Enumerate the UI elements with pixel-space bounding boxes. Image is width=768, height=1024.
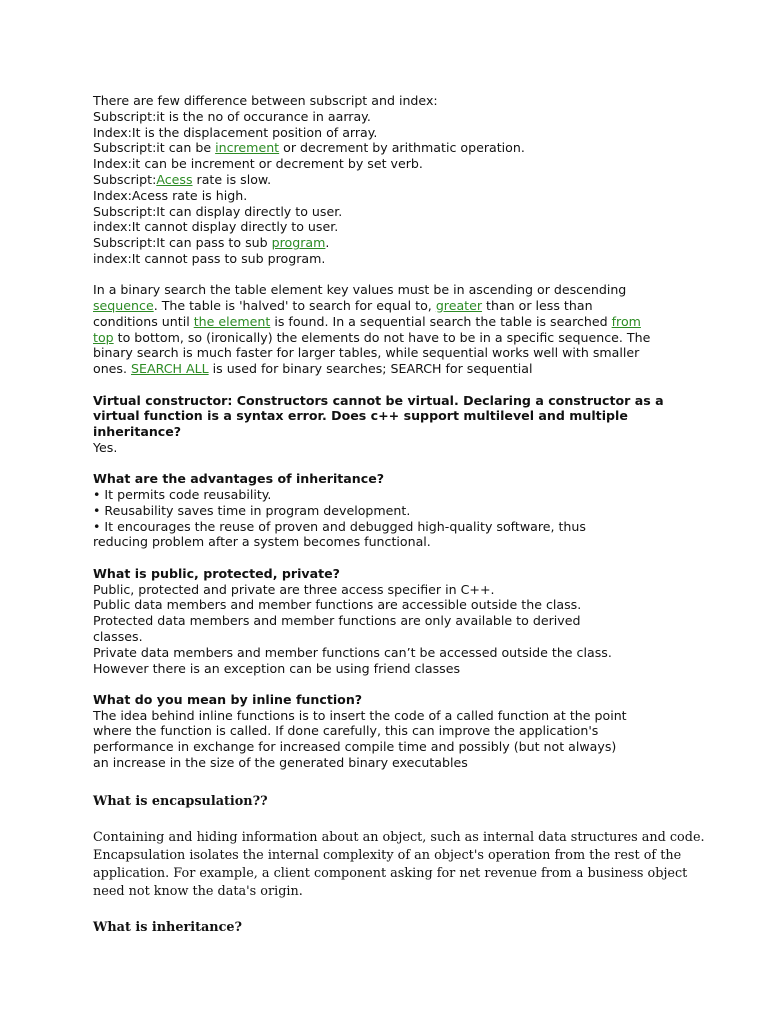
encapsulation-line-3: application. For example, a client component asking for net revenue from a business object	[93, 865, 688, 881]
access-line-6: However there is an exception can be using friend classes	[93, 660, 461, 676]
advantages-heading: What are the advantages of inheritance?	[93, 471, 385, 487]
greater-link[interactable]: greater	[435, 298, 483, 314]
access-line-4: classes.	[93, 628, 143, 644]
program-link[interactable]: program	[271, 235, 326, 251]
subscript-line-8: index:It cannot display directly to user.	[93, 219, 339, 235]
subscript-line-6: Index:Acess rate is high.	[93, 187, 248, 203]
access-line-2: Public data members and member functions are accessible outside the class.	[93, 597, 582, 613]
encapsulation-heading: What is encapsulation??	[93, 793, 268, 809]
inline-line-2: where the function is called. If done carefully, this can improve the application's	[93, 723, 599, 739]
subscript-line-7: Subscript:It can display directly to user.	[93, 203, 343, 219]
binary-line-2: sequence. The table is 'halved' to search for equal to, greater than or less than	[93, 298, 593, 314]
subscript-line-5: Subscript:Acess rate is slow.	[93, 171, 272, 187]
subscript-line-9: Subscript:It can pass to sub program.	[93, 235, 330, 251]
binary-line-1: In a binary search the table element key values must be in ascending or descending	[93, 282, 627, 298]
inline-heading: What do you mean by inline function?	[93, 691, 363, 707]
encapsulation-line-1: Containing and hiding information about an object, such as internal data structures and code.	[93, 829, 705, 845]
binary-line-3: conditions until the element is found. In a sequential search the table is searched from	[93, 313, 641, 329]
virtual-heading-3: inheritance?	[93, 424, 182, 440]
advantages-section	[93, 471, 683, 550]
top-link[interactable]: top	[93, 329, 114, 345]
advantages-bullet-2: • Reusability saves time in program development.	[93, 502, 411, 518]
document-page	[93, 93, 705, 937]
encapsulation-line-2: Encapsulation isolates the internal complexity of an object's operation from the rest of the	[93, 847, 682, 863]
subscript-intro: There are few difference between subscript and index:	[93, 93, 438, 108]
advantages-bullet-1: • It permits code reusability.	[93, 487, 272, 503]
from-link[interactable]: from	[611, 313, 641, 329]
subscript-line-4: Index:it can be increment or decrement by set verb.	[93, 156, 423, 172]
virtual-answer: Yes.	[93, 439, 118, 455]
the-element-link[interactable]: the element	[193, 313, 271, 329]
virtual-heading-2: virtual function is a syntax error. Does c++ support multilevel and multiple	[93, 408, 628, 424]
binary-search-section	[93, 282, 683, 377]
subscript-line-3: Subscript:it can be increment or decrement by arithmatic operation.	[93, 140, 525, 156]
search-all-link[interactable]: SEARCH ALL	[131, 361, 209, 377]
encapsulation-section	[93, 793, 705, 937]
advantages-bullet-3: • It encourages the reuse of proven and debugged high-quality software, thus	[93, 518, 586, 534]
access-section	[93, 566, 683, 677]
increment-link[interactable]: increment	[215, 140, 280, 156]
inline-line-1: The idea behind inline functions is to insert the code of a called function at the point	[93, 707, 627, 723]
access-line-3: Protected data members and member functions are only available to derived	[93, 613, 581, 629]
subscript-index-section	[93, 93, 683, 267]
sequence-link[interactable]: sequence	[93, 298, 154, 314]
virtual-heading-1: Virtual constructor: Constructors cannot be virtual. Declaring a constructor as a	[93, 392, 664, 408]
binary-line-4: top to bottom, so (ironically) the elements do not have to be in a specific sequence. The	[93, 329, 651, 345]
inheritance-heading: What is inheritance?	[93, 919, 243, 935]
advantages-bullet-3b: reducing problem after a system becomes functional.	[93, 534, 431, 550]
binary-line-6: ones. SEARCH ALL is used for binary searches; SEARCH for sequential	[93, 361, 533, 377]
inline-line-4: an increase in the size of the generated binary executables	[93, 754, 468, 770]
subscript-line-2: Index:It is the displacement position of array.	[93, 124, 378, 140]
virtual-section	[93, 393, 683, 456]
access-heading: What is public, protected, private?	[93, 565, 340, 581]
encapsulation-line-4: need not know the data's origin.	[93, 883, 303, 899]
subscript-line-1: Subscript:it is the no of occurance in aarray.	[93, 108, 371, 124]
inline-line-3: performance in exchange for increased compile time and possibly (but not always)	[93, 739, 617, 755]
access-line-1: Public, protected and private are three access specifier in C++.	[93, 581, 495, 597]
inline-section	[93, 692, 683, 771]
subscript-line-10: index:It cannot pass to sub program.	[93, 250, 326, 266]
binary-line-5: binary search is much faster for larger tables, while sequential works well with smaller	[93, 345, 640, 361]
acess-link[interactable]: Acess	[156, 171, 193, 187]
access-line-5: Private data members and member functions can’t be accessed outside the class.	[93, 644, 612, 660]
